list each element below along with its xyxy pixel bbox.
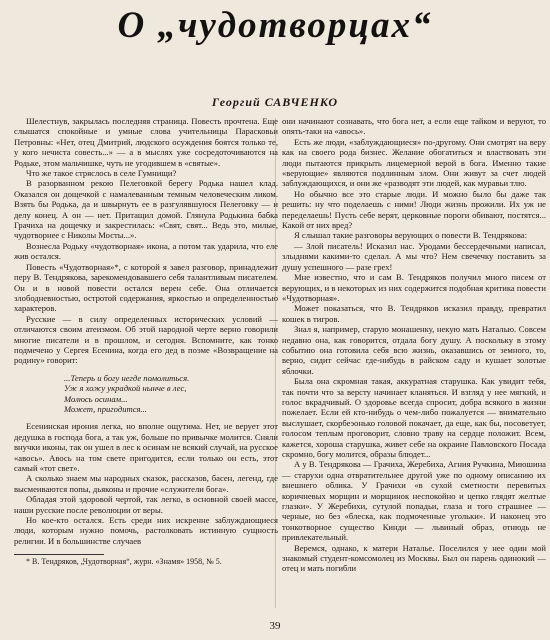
poem-line: Может, пригодится... xyxy=(64,403,147,414)
paragraph: Шелестнув, закрылась последняя страница. Повесть прочтена. Еще слышатся спокойные и умные слова учительницы Парасковьи Петровны: «Нет, отец Дмитрий, людского осуждения боятся только те, у кого нечиста совесть...» — а в мыслях уже сосредоточиваются на Родьке, этом мальчишке, чуть не угодившем в «святые». xyxy=(14,116,278,168)
paragraph: Повесть «Чудотворная»*, с которой я завел разговор, принадлежит перу В. Тендрякова, зарекомендовавшего себя талантливым писателем. Он и в новой повести остался верен себе. Она отличается злободневностью, остротой содержания, яркостью и определенностью характеров. xyxy=(14,261,278,314)
paragraph: Есенинская ирония легка, но вполне ощутима. Нет, не верует этот дедушка в господа бога, а так уж, больше по привычке молится. Сняли внучки иконы, так он ушел в лес к осинам не всякий случай, на русское «авось». Авось на том свете пригодится, если только он есть, этот самый «тот свет». xyxy=(14,421,278,473)
paragraph: Была она скромная такая, аккуратная старушка. Как увидит тебя, так почти что за версту начинает кланяться. И взгляд у нее мягкий, и голос вкрадчивый. О здоровье всегда спросит, добра всякого в жизни пожелает. Если ей кто-нибудь о чем-либо пожалуется — внимательно выслушает, скорбеэонько головой покачает, да еще, как бы, посоветует, голосом теплым проговорит, словно траву на сердце положит. Всем, кажется, хороша старушка, живет себе на окраине Павловского Посада скромно, богу молится, образы блюдет... xyxy=(282,376,546,459)
page-number: 39 xyxy=(269,620,281,632)
footnote-rule xyxy=(14,554,104,555)
left-column xyxy=(14,116,278,610)
right-column xyxy=(282,116,546,610)
paragraph: А сколько знаем мы народных сказок, рассказов, басен, легенд, где высмеиваются попы, дьяконы и прочие «служители бога». xyxy=(14,473,278,494)
paragraph: Но кое-кто остался. Есть среди них искренне заблуждающиеся люди, которым нужно помочь, растолковать истинную сущность религии. И в большинстве случаев xyxy=(14,515,278,546)
paragraph: Что же такое стряслось в селе Гумнищи? xyxy=(26,168,177,179)
paragraph: Может показаться, что В. Тендряков исказил правду, превратил кошек в тигров. xyxy=(282,303,546,324)
article-author: Георгий САВЧЕНКО xyxy=(211,95,339,109)
paragraph: Есть же люди, «заблуждающиеся» по-другому. Они смотрят на веру как на своего рода бизнес. Желание обогатиться и властвовать эти люди пытаются прикрыть лицемерной верой в бога. Именно такие «верующие» являются подлинным злом. Они живут за счет людей заблуждающихся, и они же «разводят эти людей, как муравьи тлю. xyxy=(282,136,546,189)
paragraph: В разорванном рекою Пелеговкой берегу Родька нашел клад. Оказался он дощечкой с намалеванным темным человеческим ликом. Взять бы Родька, да и швырнуть ее в разгулявшуюся Пелеговку — и делу конец. А он — нет. Притащил домой. Глянула Родькина бабка Грачиха на дощечку и закрестилась: «Свят, свят... Ведь это, милые, чудотворнее с Николы Мосты...». xyxy=(14,178,278,241)
article-title: О „чудотворцах“ xyxy=(117,5,433,46)
poem-line: ...Теперь и богу негде помолиться. xyxy=(64,372,190,383)
paragraph: они начинают сознавать, что бога нет, а если еще тайком и веруют, то опять-таки на «авось». xyxy=(282,116,546,137)
paragraph: — Злой писатель! Исказил нас. Уродами бессердечными написал, злыднями какими-то сделал. А мы что? Нем свечечку поставить за душу успешного — разе грех! xyxy=(282,240,546,272)
paragraph: Веремся, однако, к матери Наталье. Поселился у нее один мой знакомый студент-комсомолец из Москвы. Был он парень одинокий — отец и мать погибли xyxy=(282,542,546,574)
poem-quote xyxy=(64,373,278,415)
paragraph: А у В. Тендрякова — Грачиха, Жеребиха, Агния Ручкина, Миюшина — старухи одна отвратительнее другой уже по одному описанию их внешнего облика. У Грачихи «в сухой сметности перевитых коричневых морщин и морщинок неспокойно и цепко глядят желтые глазки». У Жеребихи, сутулой попадьи, глаза и того страшнее — черные, но без «блеска, как подмоченные угольки». И наконец это тонкотворное существо Кинди — львиный образ, отнюдь не привлекательный. xyxy=(282,459,546,543)
paragraph: Но обычно все это старые люди. И можно было бы даже так решить: ну что поделаешь с ними! Люди жизнь прожили. Их уж не переделаешь! Пусть себе верят, церковные пороги обивают, постятся... Какой от них вред? xyxy=(282,188,546,231)
poem-line: Молюсь осинам... xyxy=(64,393,128,404)
paragraph: Вознесла Родьку «чудотворная» икона, а потом так ударила, что еле жив остался. xyxy=(14,240,278,262)
paragraph: Знал я, например, старую монашенку, некую мать Наталью. Совсем недавно она, как говорится, отдала богу душу. А поскольку в этому событию она готовила себя всю жизнь, оказавшись от земного, то, верно, сидит сейчас где-нибудь в райском саду и кушает золотые яблочки. xyxy=(282,324,546,376)
footnote: * В. Тендряков, „Чудотворная“, журн. «Знамя» 1958, № 5. xyxy=(26,557,222,567)
paragraph: Мне известно, что и сам В. Тендряков получил много писем от верующих, и в некоторых из них содержится подобная критика повести «Чудотворная». xyxy=(282,272,546,303)
poem-line: Уж я хожу украдкой нынче в лес, xyxy=(64,383,187,394)
paragraph: Я слышал такие разговоры верующих о повести В. Тендрякова: xyxy=(294,230,527,241)
paragraph: Русские — в силу определенных исторических условий — отличаются своим атеизмом. Об этой народной черте верно говорили многие писатели и в прошлом, и сегодня. Вспомните, как тонко подмечено у Сергея Есенина, когда его дед в поэме «Возвращение на родину» говорит: xyxy=(14,313,278,366)
paragraph: Обладая этой здоровой чертой, так легко, в основной своей массе, наши русские после революции от веры. xyxy=(14,494,278,515)
